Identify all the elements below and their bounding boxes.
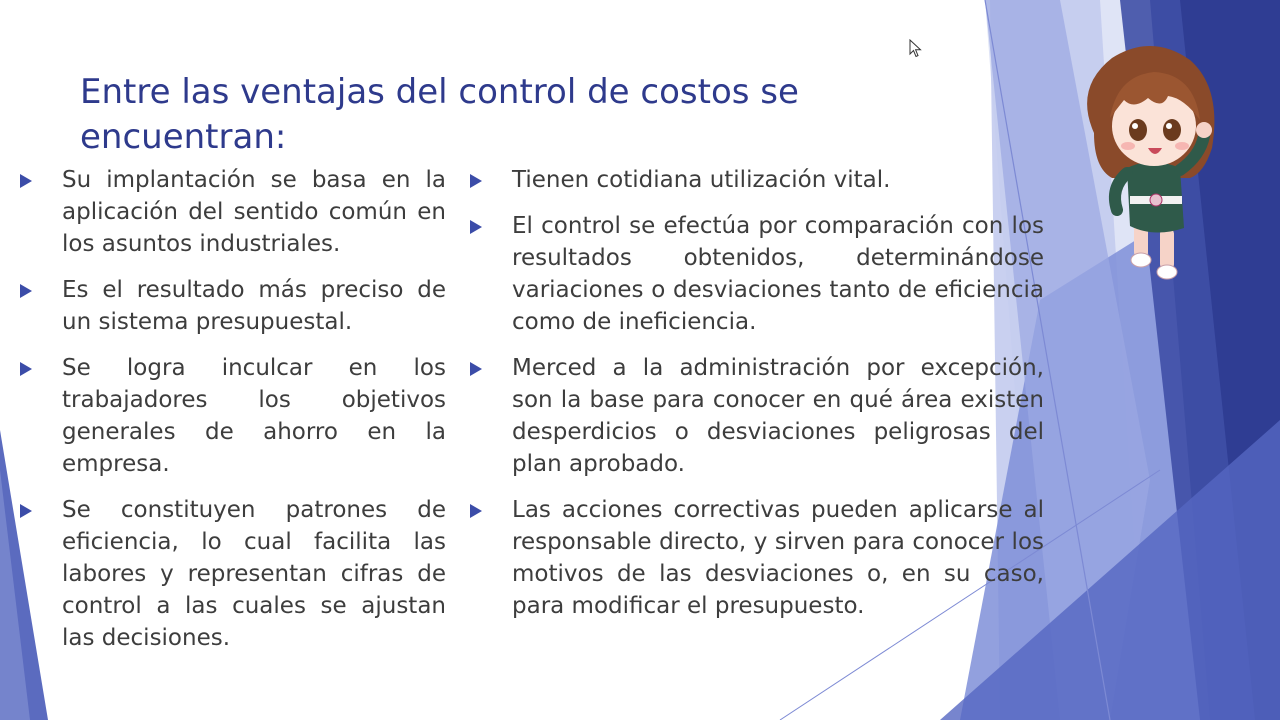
shoe-right	[1157, 265, 1177, 279]
bullet-text: Merced a la administración por excepción, son la base para conocer en qué área existen desperdicios o desviaciones peligrosas del plan aprobado.	[512, 355, 1044, 477]
blush-left	[1121, 142, 1135, 150]
bullet-text: Tienen cotidiana utilización vital.	[512, 167, 891, 193]
list-item	[468, 210, 1044, 338]
list-item	[468, 494, 1044, 622]
list-item	[18, 494, 446, 654]
eye-right	[1163, 119, 1181, 141]
bullet-text: Su implantación se basa en la aplicación del sentido común en los asuntos industriales.	[62, 167, 446, 257]
triangle-bullet-icon	[470, 362, 482, 376]
bullet-text: Se logra inculcar en los trabajadores los objetivos generales de ahorro en la empresa.	[62, 355, 446, 477]
arm-left	[1115, 173, 1127, 210]
mouse-pointer-icon	[909, 39, 923, 59]
list-item	[18, 164, 446, 260]
bullet-text: Es el resultado más preciso de un sistema presupuestal.	[62, 277, 446, 335]
triangle-bullet-icon	[470, 220, 482, 234]
anime-girl-sticker	[1072, 38, 1232, 283]
list-item	[18, 352, 446, 480]
shoe-left	[1131, 253, 1151, 267]
triangle-bullet-icon	[20, 362, 32, 376]
right-bullet-column	[468, 164, 1044, 636]
leg-right	[1160, 228, 1174, 270]
blush-right	[1175, 142, 1189, 150]
eye-left	[1129, 119, 1147, 141]
triangle-bullet-icon	[470, 174, 482, 188]
triangle-bullet-icon	[20, 174, 32, 188]
slide-title: Entre las ventajas del control de costos se encuentran:	[80, 72, 799, 157]
triangle-bullet-icon	[20, 284, 32, 298]
list-item	[468, 352, 1044, 480]
bullet-text: El control se efectúa por comparación con los resultados obtenidos, determinándose variaciones o desviaciones tanto de eficiencia como de ineficiencia.	[512, 213, 1044, 335]
hand-right	[1196, 122, 1212, 138]
left-bullet-column	[18, 164, 446, 668]
list-item	[18, 274, 446, 338]
bullet-text: Se constituyen patrones de eficiencia, lo cual facilita las labores y representan cifras de control a las cuales se ajustan las decisiones.	[62, 497, 446, 651]
belt-buckle	[1150, 194, 1162, 206]
bullet-text: Las acciones correctivas pueden aplicarse al responsable directo, y sirven para conocer los motivos de las desviaciones o, en su caso, para modificar el presupuesto.	[512, 497, 1044, 619]
triangle-bullet-icon	[20, 504, 32, 518]
triangle-bullet-icon	[470, 504, 482, 518]
list-item	[468, 164, 1044, 196]
